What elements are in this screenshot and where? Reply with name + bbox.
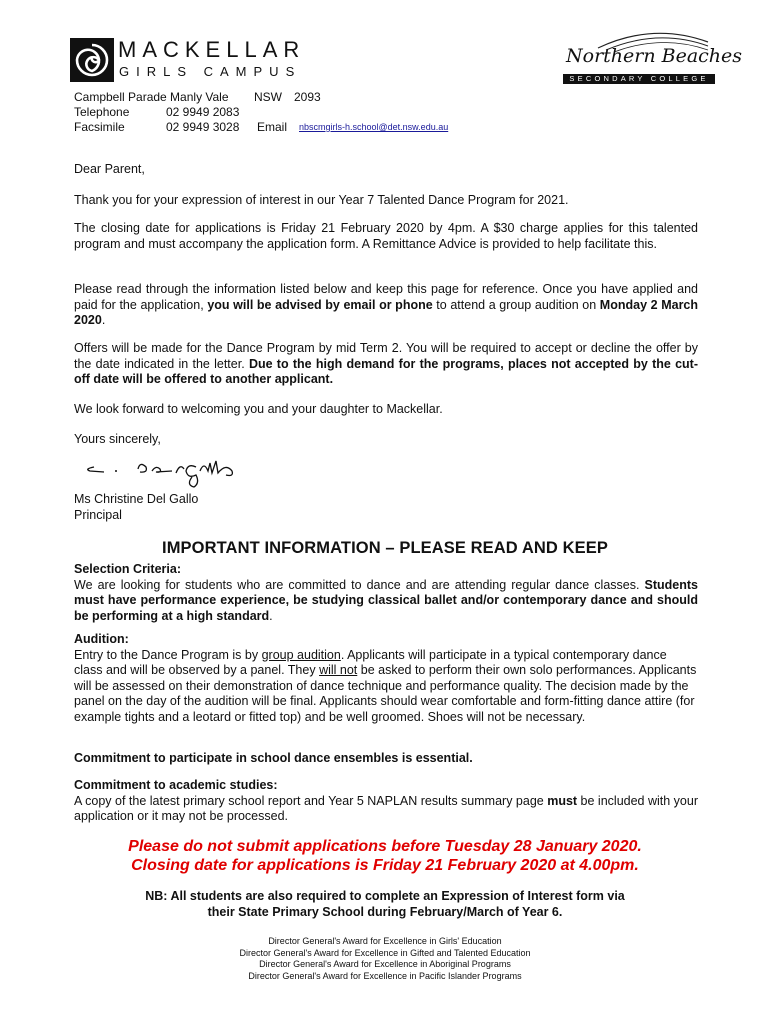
audition-label: Audition:	[74, 632, 129, 646]
award-line: Director General's Award for Excellence in Pacific Islander Programs	[248, 970, 522, 981]
signer-name: Ms Christine Del Gallo	[74, 492, 199, 506]
red-notice-line-2: Closing date for applications is Friday 21 February 2020 at 4.00pm.	[131, 857, 639, 874]
important-info-heading: IMPORTANT INFORMATION – PLEASE READ AND KEEP	[162, 539, 608, 557]
sign-off: Yours sincerely,	[74, 432, 161, 446]
facsimile: 02 9949 3028	[166, 120, 240, 134]
academic-label: Commitment to academic studies:	[74, 778, 278, 792]
address: Campbell Parade Manly Vale	[74, 90, 229, 104]
closing-date-para: The closing date for applications is Friday 21 February 2020 by 4pm. A $30 charge applies for this talented program and must accompany the application form. A Remittance Advice is provided to help facilitate this.	[74, 221, 698, 251]
award-line: Director General's Award for Excellence in Aboriginal Programs	[259, 959, 511, 969]
email-link[interactable]: nbscmgirls-h.school@det.nsw.edu.au	[299, 122, 449, 132]
awards-footer	[0, 936, 770, 982]
award-line: Director General's Award for Excellence in Gifted and Talented Education	[239, 947, 531, 958]
academic-section: Commitment to academic studies: A copy of the latest primary school report and Year 5 NAPLAN results summary page must be included with your application or it may not be processed.	[74, 778, 698, 823]
telephone-label: Telephone	[74, 105, 130, 119]
campus-name: GIRLS CAMPUS	[119, 64, 302, 79]
school-name: MACKELLAR	[118, 37, 306, 62]
college-bar: SECONDARY COLLEGE	[563, 74, 715, 84]
facsimile-label: Facsimile	[74, 120, 125, 134]
salutation: Dear Parent,	[74, 162, 145, 176]
signer-title: Principal	[74, 507, 122, 522]
audition-section: Audition: Entry to the Dance Program is by group audition. Applicants will participate in a typical contemporary dance class and will be observed by a panel. They will not be asked to perform their own solo performances. Applicants will be assessed on their demonstration of dance technique and performance quality. The decision made by the panel on the day of the audition will be final. Applicants should wear comfortable and form-fitting dance attire (for example tights and a leotard or fitted top) and be well groomed. Shoes will not be necessary.	[74, 632, 697, 724]
nb-line-2: their State Primary School during February/March of Year 6.	[207, 905, 563, 919]
postcode: 2093	[294, 90, 321, 104]
selection-criteria-section: Selection Criteria: We are looking for students who are committed to dance and are attending regular dance classes. Students must have performance experience, be studying classical ballet and/or contemporary dance and should be performing at a high standard.	[74, 562, 698, 623]
read-info-para: Please read through the information listed below and keep this page for reference. Once you have applied and paid for the application, you will be advised by email or phone to attend a group audition on Monday 2 March 2020.	[74, 282, 699, 327]
mackellar-logo-icon	[70, 38, 114, 82]
email-label: Email	[257, 120, 288, 134]
forward-para: We look forward to welcoming you and your daughter to Mackellar.	[74, 402, 443, 416]
offers-para: Offers will be made for the Dance Program by mid Term 2. You will be required to accept or decline the offer by the date indicated in the letter. Due to the high demand for the programs, places not accepted by the cut-off date will be offered to another applicant.	[74, 341, 698, 386]
red-notice-line-1: Please do not submit applications before Tuesday 28 January 2020.	[128, 838, 642, 855]
red-notice	[0, 837, 770, 875]
college-script-title: Northern Beaches	[566, 45, 743, 67]
signature-icon	[76, 453, 266, 495]
thank-you-para: Thank you for your expression of interest in our Year 7 Talented Dance Program for 2021.	[74, 193, 569, 207]
telephone: 02 9949 2083	[166, 105, 240, 119]
signer-block	[74, 492, 698, 523]
state: NSW	[254, 90, 282, 104]
selection-label: Selection Criteria:	[74, 562, 181, 576]
award-line: Director General's Award for Excellence in Girls' Education	[268, 936, 502, 946]
nb-line-1: NB: All students are also required to complete an Expression of Interest form via	[145, 889, 625, 903]
commitment-line: Commitment to participate in school dance ensembles is essential.	[74, 751, 473, 765]
nb-notice	[0, 888, 770, 920]
